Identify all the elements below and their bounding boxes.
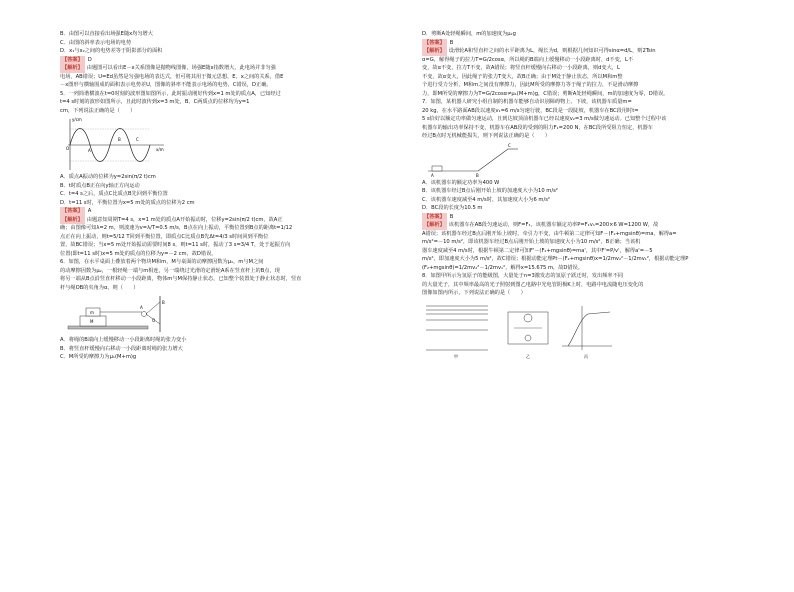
block-label: M	[90, 319, 94, 324]
option-line: A．质点A振动的位移为y=2sin(π/2 t)cm	[60, 174, 156, 180]
analysis-line: 【解析】 设滑轮A和竖直杆之间的水平距离为L，绳长为d，则根据几何知识可得sinα=d/L，则2Tsin	[424, 48, 656, 54]
option-line: B．该机器车经过B点后刚开始上坡的加速度大小为10 m/s²	[422, 188, 558, 194]
right-column	[422, 30, 792, 592]
question-line: 图像如图丙所示，下列说法正确的是（ ）	[422, 290, 526, 296]
answer-line	[60, 56, 430, 65]
analysis-label: 【解析】	[424, 222, 445, 228]
option-line: B．由图可以直接看出场强E随x均匀增大	[60, 31, 153, 37]
slope-figure	[422, 141, 792, 179]
question-line: 8．如图甲所示为氢原子的能级图，大量处于n=3激发态的氢原子跃迁时，发出频率不同	[422, 273, 623, 279]
point-label: A	[431, 172, 434, 178]
analysis-line: 不变，故α变大，因此绳子的张力T变大，故B正确；由于M处于静止状态，所以M和m整	[422, 73, 623, 80]
analysis-line: 置，故BC错误；当x=5 m处开始振动需要时间8 s，则t=11 s时，振动了3 s=3/4 T，处于起振方向	[60, 242, 291, 248]
point-label: C	[508, 142, 511, 148]
hydrogen-figures	[422, 298, 762, 360]
option-line: B．将竖直杆缓慢向右移动一小段距离时绳的张力增大	[60, 345, 183, 352]
analysis-line: (F₂+mgsinθ)=1/2mv₂²－1/2mv₁²，解得x=15.675 m，故D错误。	[422, 264, 583, 271]
analysis-line: m/s²，即加速度大小为5 m/s²，故C错误；根据动能定理Pt－(F₂+mgsinθ)x=1/2mv₂²－1/2mv₁²，根据动能定理P	[422, 256, 689, 262]
analysis-line: 【解析】 由题意知周期T=4 s，x=1 m处的质点A开始振动时，位移y=2sin(π/2 t)cm，故A正	[62, 216, 283, 223]
analysis-line: 力，即M所受的摩擦力为T=G/2cosα≠μ₁(M+m)g，C错误；剪断A处轻绳瞬间，m的加速度为零，D错误。	[422, 90, 669, 97]
analysis-line: 个进行受力分析，M和m之间没有摩擦力，因此M所受的摩擦力等于绳子的拉力，不是滑动摩擦	[422, 82, 639, 88]
wave-graph	[60, 115, 170, 173]
analysis-line: 确；由图像可知λ=2 m，则波速为v=λ/T=0.5 m/s，B点在向上振动，平衡位置到B点的距离t=1/12	[60, 225, 293, 231]
pulley-diagram	[60, 292, 180, 336]
option-line: D．剪断A处轻绳瞬间，m的加速度为μ₂g	[422, 31, 516, 37]
answer-line	[60, 207, 430, 216]
analysis-line: 变，故α不变，拉力T不变，故A错误；将竖直杆缓慢向右移动一小段距离，则d变大，L	[422, 65, 620, 71]
point-label: B	[476, 172, 479, 178]
answer-value: A	[87, 208, 92, 214]
analysis-line: 【解析】 由题图可以看出E－x关系图像是抛物线图像，场强E随x指数增大，此电场并非匀强	[62, 65, 276, 71]
analysis-line: －x图形与横轴围成的面积表示电势差U，图像的斜率不能表示电场的电势，C错误，D正确。	[60, 82, 272, 88]
question-line: 的动摩擦因数为μ₂，一根轻绳一端与m相连，另一端绕过光滑的定滑轮A系在竖直杆上的B点，现	[60, 267, 280, 274]
question-line: 将另一端从B点沿竖直杆移动一小段距离，物体m与M保持静止状态，已知整个装置处于静止状态时，竖直	[60, 276, 302, 282]
question-line: 20 kg，在水平路面AB段以速度v₁=6 m/s匀速行驶，BC段是一段陡坡，机器车在BC段用时t=	[422, 107, 639, 114]
y-axis-label: y/cm	[72, 117, 82, 122]
analysis-line: 【解析】 该机器车在AB段匀速运动，则F=F₁，该机器车额定功率P=F₁v₁=200×6 W=1200 W，故	[424, 222, 659, 228]
point-label: B	[118, 137, 121, 142]
question-line: 5 s恰好以额定功率做匀速运动，且到达坡顶前机器车已经以速度v₂=3 m/s做匀速运动。已知整个过程中该	[422, 116, 667, 122]
figure-label: 丙	[584, 353, 588, 359]
answer-label: 【答案】	[424, 213, 445, 220]
figure-label: 甲	[454, 353, 458, 359]
question-line: 7．如图，某机器人研究小组自制的机器车能够自动识别障碍物上、下坡，该机器车质量m=	[422, 99, 632, 105]
option-line: D．BC段的长度为10.5 m	[422, 205, 483, 211]
answer-label: 【答案】	[424, 39, 445, 46]
question-line: 5．一列简谐横波在t=0时刻的波形图如图所示，此时振动刚好传到x=1 m处的质点A，已知经过	[60, 90, 281, 97]
option-line: C．M所受的摩擦力为μ₁(M+m)g	[60, 354, 137, 360]
answer-line	[422, 213, 792, 222]
figure-label: 乙	[526, 353, 530, 359]
analysis-label: 【解析】	[424, 48, 445, 54]
point-label: A	[88, 148, 91, 153]
analysis-line: A错误；该机器车经过B点后刚开始上坡时，牵引力不变，由牛顿第二定律可知F－(F₂+mgsinθ)=ma，解得a=	[422, 230, 677, 237]
x-axis-label: x/m	[156, 147, 164, 152]
analysis-line: 电场，AB错误；U=Ed虽然是匀强电场的表达式，但可将其用于微元思想，E、x之间的关系，借E	[60, 73, 284, 80]
option-line: D．x₁与x₂之间的电势差等于阴影部分的面积	[60, 48, 163, 54]
answer-value: B	[449, 213, 454, 220]
answer-value: B	[449, 39, 454, 46]
option-line: A．将绳的B端向上缓慢移动一小段距离时绳的张力变小	[60, 337, 187, 343]
answer-value: D	[87, 56, 92, 63]
point-label: B	[162, 300, 165, 305]
analysis-line: α=G，解得绳子的拉力T=G/2cosα，所以绳的B端向上缓慢移动一小段距离时，d不变，L不	[422, 56, 634, 63]
origin-label: O	[66, 146, 70, 151]
slope-diagram	[422, 141, 562, 179]
question-line: cm，下列说法正确的是（ ）	[60, 107, 136, 114]
option-line: C．由图的斜率表示电场的电势	[60, 39, 132, 46]
left-column	[60, 30, 430, 592]
answer-label: 【答案】	[62, 208, 83, 214]
analysis-line: m/s²=－10 m/s²，即该机器车经过B点后刚开始上坡的加速度大小为10 m/s²，B正确；当该机	[422, 239, 641, 245]
energy-level-figures	[422, 298, 792, 360]
analysis-label: 【解析】	[62, 65, 83, 71]
option-line: D．t=11 s时，平衡位置为x=5 m处的质点的位移为2 cm	[60, 199, 195, 206]
block-label: m	[90, 310, 94, 315]
analysis-line: 器车速度减至4 m/s时，根据牛顿第二定律可知F'－(F₂+mgsinθ)=ma'，其中F'=P/v'，解得a'=－5	[422, 247, 653, 254]
question-line: 的大量光子，其中频率最高的光子照射到图乙电路中光电管阴极K上时，电路中电流随电压变化的	[422, 281, 644, 288]
option-line: A．该机器车的额定功率为400 W	[422, 179, 500, 186]
point-label: O	[152, 318, 156, 323]
analysis-line: 位置(即t=11 s时)x=5 m处的质点的位移为y=－2 cm，故D错误。	[60, 250, 217, 257]
answer-label: 【答案】	[62, 56, 83, 63]
question-line: 机器车的输出功率保持不变，机器车在AB段的受到的阻力F₁=200 N，在BC段所受阻力恒定，机器车	[422, 124, 653, 131]
answer-line	[422, 39, 792, 48]
question-line: 杆与绳OB的夹角为α，则（ ）	[60, 284, 139, 291]
wave-figure	[60, 115, 430, 173]
analysis-label: 【解析】	[62, 216, 83, 223]
question-line: 经过B点时无机械能损失，则下列说法正确的是（ ）	[422, 133, 551, 139]
analysis-line: 点正在向上振动，则t=5/12 T回到平衡位置，即质点C比质点B先Δt=4/3 s时间回到平衡位	[60, 233, 269, 240]
option-line: C．t=4 s之后，质点C比质点B先回到平衡位置	[60, 191, 168, 197]
question-line: t=4 s时刻的波形如图所示，且此时波传到x=3 m处，B、C两质点的位移均为y=1	[60, 99, 250, 105]
option-line: C．该机器车速度减至4 m/s时，其加速度大小为6 m/s²	[422, 196, 550, 203]
option-line: B．t时质点B正在向y轴正方向运动	[60, 182, 140, 189]
question-line: 6．如图，在水平桌面上叠放着两个物块M和m，M与桌面的动摩擦因数为μ₁，m与M之间	[60, 259, 264, 265]
pulley-figure	[60, 292, 430, 336]
point-label: C	[136, 137, 139, 142]
point-label: A	[140, 305, 143, 310]
